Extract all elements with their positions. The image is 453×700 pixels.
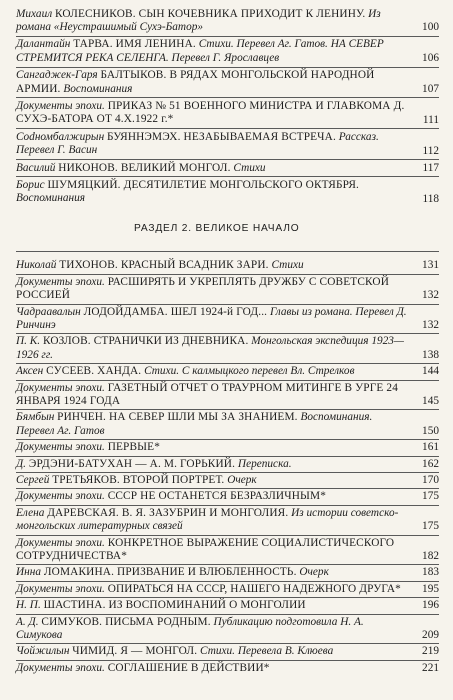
entry-author: Н. П. bbox=[16, 599, 41, 612]
entry-note: Воспоминания bbox=[60, 82, 133, 95]
entry-author: А. Д. bbox=[16, 615, 39, 628]
entry-page-number: 219 bbox=[422, 645, 439, 658]
toc-entry bbox=[16, 305, 439, 335]
toc-entry bbox=[16, 506, 439, 536]
entry-note: Переписка. bbox=[235, 457, 292, 470]
entry-note: Стихи bbox=[230, 161, 266, 174]
entry-title: ОПИРАТЬСЯ НА СССР, НАШЕГО НАДЕЖНОГО ДРУГА* bbox=[107, 582, 401, 595]
toc-entry bbox=[16, 536, 439, 566]
entry-page-number: 118 bbox=[422, 192, 439, 205]
entry-title: ДАРЕВСКАЯ. В. Я. ЗАЗУБРИН И МОНГОЛИЯ. bbox=[47, 506, 289, 519]
entry-title: КОЛЕСНИКОВ. СЫН КОЧЕВНИКА ПРИХОДИТ К ЛЕНИНУ. bbox=[54, 7, 366, 20]
section-heading bbox=[16, 217, 439, 252]
entry-page-number: 196 bbox=[422, 599, 439, 612]
entry-author: Аксен bbox=[16, 365, 44, 378]
toc-entry bbox=[16, 98, 439, 129]
entry-author: Далантайн bbox=[16, 38, 71, 51]
entry-page-number: 183 bbox=[422, 566, 439, 579]
entry-author: Чойжилын bbox=[16, 645, 70, 658]
entry-author: Документы эпохи. bbox=[16, 661, 105, 674]
entry-note: Воспоминания. Перевел Аг. Гатов bbox=[16, 411, 373, 437]
toc-entry bbox=[16, 661, 439, 676]
toc-entry bbox=[16, 582, 439, 598]
toc-entry bbox=[16, 177, 439, 207]
entry-note: Из истории советско-монгольских литературных связей bbox=[16, 506, 399, 533]
entry-page-number: 131 bbox=[422, 259, 439, 272]
entry-page-number: 138 bbox=[422, 348, 439, 361]
entry-author: Борис bbox=[16, 178, 45, 191]
entry-title: ШАСТИНА. ИЗ ВОСПОМИНАНИЙ О МОНГОЛИИ bbox=[43, 599, 306, 612]
entry-title: ПЕРВЫЕ* bbox=[107, 441, 161, 454]
toc-entry bbox=[16, 68, 439, 99]
entry-author: Сodномбалжирын bbox=[16, 130, 105, 143]
entry-author: Инна bbox=[16, 566, 42, 579]
entry-page-number: 117 bbox=[422, 162, 439, 175]
entry-title: ПРИКАЗ № 51 ВОЕННОГО МИНИСТРА И ГЛАВКОМА Д. СУХЭ-БАТОРА ОТ 4.Х.1922 г.* bbox=[16, 99, 405, 126]
toc-entry bbox=[16, 473, 439, 489]
toc-entry bbox=[16, 615, 439, 645]
entry-author: Сергей bbox=[16, 473, 50, 486]
entry-page-number: 150 bbox=[422, 424, 439, 437]
entry-title: ТИХОНОВ. КРАСНЫЙ ВСАДНИК ЗАРИ. bbox=[59, 259, 269, 272]
entry-note: Стихи. Перевела В. Клюева bbox=[197, 645, 334, 658]
entry-note: Очерк bbox=[224, 473, 257, 486]
toc-entry bbox=[16, 598, 439, 614]
entry-title: РАСШИРЯТЬ И УКРЕПЛЯТЬ ДРУЖБУ С СОВЕТСКОЙ РОССИЕЙ bbox=[16, 275, 390, 302]
entry-title: КОНКРЕТНОЕ ВЫРАЖЕНИЕ СОЦИАЛИСТИЧЕСКОГО СОТРУДНИЧЕСТВА* bbox=[16, 536, 395, 562]
entry-title: ЛОДОЙДАМБА. ШЕЛ 1924-й ГОД... bbox=[83, 305, 268, 318]
entry-author: П. К. bbox=[16, 335, 41, 348]
section-label: РАЗДЕЛ 2. ВЕЛИКОЕ НАЧАЛО bbox=[134, 223, 300, 235]
entry-title: СИМУКОВ. ПИСЬМА РОДНЫМ. bbox=[41, 615, 211, 628]
entry-page-number: 145 bbox=[422, 394, 439, 407]
entry-title: ШУМЯЦКИЙ. ДЕСЯТИЛЕТИЕ МОНГОЛЬСКОГО ОКТЯБРЯ. bbox=[47, 178, 359, 191]
entry-title: ТРЕТЬЯКОВ. ВТОРОЙ ПОРТРЕТ. bbox=[52, 473, 225, 486]
entry-title: ТАРВА. ИМЯ ЛЕНИНА. bbox=[73, 38, 196, 51]
entry-author: Документы эпохи. bbox=[16, 381, 105, 394]
contents-part-1 bbox=[16, 6, 439, 207]
entry-note: Стихи. Перевел Аг. Гатов. НА СЕВЕР СТРЕМИТСЯ РЕКА СЕЛЕНГА. Перевел Г. Ярославцев bbox=[16, 38, 384, 64]
toc-entry bbox=[16, 457, 439, 473]
toc-entry bbox=[16, 565, 439, 581]
entry-title: ЛОМАКИНА. ПРИЗВАНИЕ И ВЛЮБЛЕННОСТЬ. bbox=[43, 566, 297, 579]
entry-author: Бямбын bbox=[16, 411, 55, 424]
entry-note: Стихи bbox=[268, 259, 304, 272]
toc-entry bbox=[16, 160, 439, 177]
entry-note: Из романа «Неустрашимый Сухэ-Батор» bbox=[16, 7, 381, 33]
entry-title: НИКОНОВ. ВЕЛИКИЙ МОНГОЛ. bbox=[58, 161, 231, 174]
toc-entry bbox=[16, 410, 439, 440]
entry-page-number: 182 bbox=[422, 550, 439, 562]
entry-page-number: 221 bbox=[422, 661, 439, 674]
entry-note: Главы из романа. Перевел Д. Ринчинэ bbox=[16, 305, 407, 331]
toc-entry bbox=[16, 489, 439, 505]
entry-author: Сангаджек-Гаря bbox=[16, 69, 98, 82]
entry-note: Монгольская экспедиция 1923—1926 гг. bbox=[16, 335, 404, 361]
entry-page-number: 209 bbox=[422, 629, 439, 642]
entry-title: РИНЧЕН. НА СЕВЕР ШЛИ МЫ ЗА ЗНАНИЕМ. bbox=[57, 411, 298, 424]
toc-entry bbox=[16, 440, 439, 456]
entry-page-number: 175 bbox=[422, 520, 439, 533]
entry-page-number: 132 bbox=[422, 289, 439, 302]
entry-author: Василий bbox=[16, 161, 56, 174]
entry-page-number: 107 bbox=[422, 83, 439, 96]
entry-title: СССР НЕ ОСТАНЕТСЯ БЕЗРАЗЛИЧНЫМ* bbox=[107, 490, 327, 503]
entry-author: Михаил bbox=[16, 7, 53, 20]
entry-title: ЭРДЭНИ-БАТУХАН — А. М. ГОРЬКИЙ. bbox=[28, 457, 236, 470]
entry-page-number: 112 bbox=[422, 144, 439, 157]
toc-entry bbox=[16, 334, 439, 364]
entry-title: СОГЛАШЕНИЕ В ДЕЙСТВИИ* bbox=[107, 661, 270, 674]
entry-page-number: 106 bbox=[422, 52, 439, 65]
entry-author: Чадраавалын bbox=[16, 305, 81, 318]
entry-author: Елена bbox=[16, 506, 45, 519]
entry-title: ГАЗЕТНЫЙ ОТЧЕТ О ТРАУРНОМ МИТИНГЕ В УРГЕ 24 ЯНВАРЯ 1924 ГОДА bbox=[16, 381, 399, 407]
entry-page-number: 170 bbox=[422, 473, 439, 486]
toc-entry bbox=[16, 644, 439, 660]
entry-page-number: 100 bbox=[422, 21, 439, 34]
entry-note: Воспоминания bbox=[16, 192, 86, 205]
entry-title: ЧИМИД. Я — МОНГОЛ. bbox=[72, 645, 198, 658]
entry-page-number: 162 bbox=[422, 457, 439, 470]
entry-title: БУЯННЭМЭХ. НЕЗАБЫВАЕМАЯ ВСТРЕЧА. bbox=[107, 130, 336, 143]
entry-author: Документы эпохи. bbox=[16, 582, 105, 595]
entry-author: Николай bbox=[16, 259, 57, 272]
toc-entry bbox=[16, 258, 439, 274]
entry-author: Документы эпохи. bbox=[16, 275, 105, 288]
toc-entry bbox=[16, 275, 439, 305]
entry-author: Документы эпохи. bbox=[16, 441, 105, 454]
entry-author: Д. bbox=[16, 457, 27, 470]
entry-page-number: 195 bbox=[422, 582, 439, 595]
toc-entry bbox=[16, 37, 439, 68]
entry-title: СУСЕЕВ. ХАНДА. bbox=[46, 365, 142, 378]
entry-author: Документы эпохи. bbox=[16, 99, 105, 112]
toc-entry bbox=[16, 381, 439, 411]
entry-page-number: 161 bbox=[422, 441, 439, 454]
toc-entry bbox=[16, 364, 439, 380]
toc-entry bbox=[16, 129, 439, 160]
entry-page-number: 111 bbox=[422, 113, 439, 126]
contents-part-2 bbox=[16, 258, 439, 676]
entry-page-number: 144 bbox=[422, 365, 439, 378]
entry-title: КОЗЛОВ. СТРАНИЧКИ ИЗ ДНЕВНИКА. bbox=[42, 335, 249, 348]
entry-note: Рассказ. Перевел Г. Васин bbox=[16, 130, 379, 157]
entry-note: Очерк bbox=[296, 566, 329, 579]
toc-entry bbox=[16, 6, 439, 37]
entry-note: Публикацию подготовила Н. А. Симукова bbox=[16, 615, 364, 642]
entry-note: Стихи. С калмыцкого перевел Вл. Стрелков bbox=[141, 365, 355, 378]
entry-title: БАЛТЫКОВ. В РЯДАХ МОНГОЛЬСКОЙ НАРОДНОЙ АРМИИ. bbox=[16, 69, 375, 95]
entry-page-number: 132 bbox=[422, 318, 439, 331]
entry-page-number: 175 bbox=[422, 490, 439, 503]
entry-author: Документы эпохи. bbox=[16, 490, 105, 503]
entry-author: Документы эпохи. bbox=[16, 536, 105, 549]
